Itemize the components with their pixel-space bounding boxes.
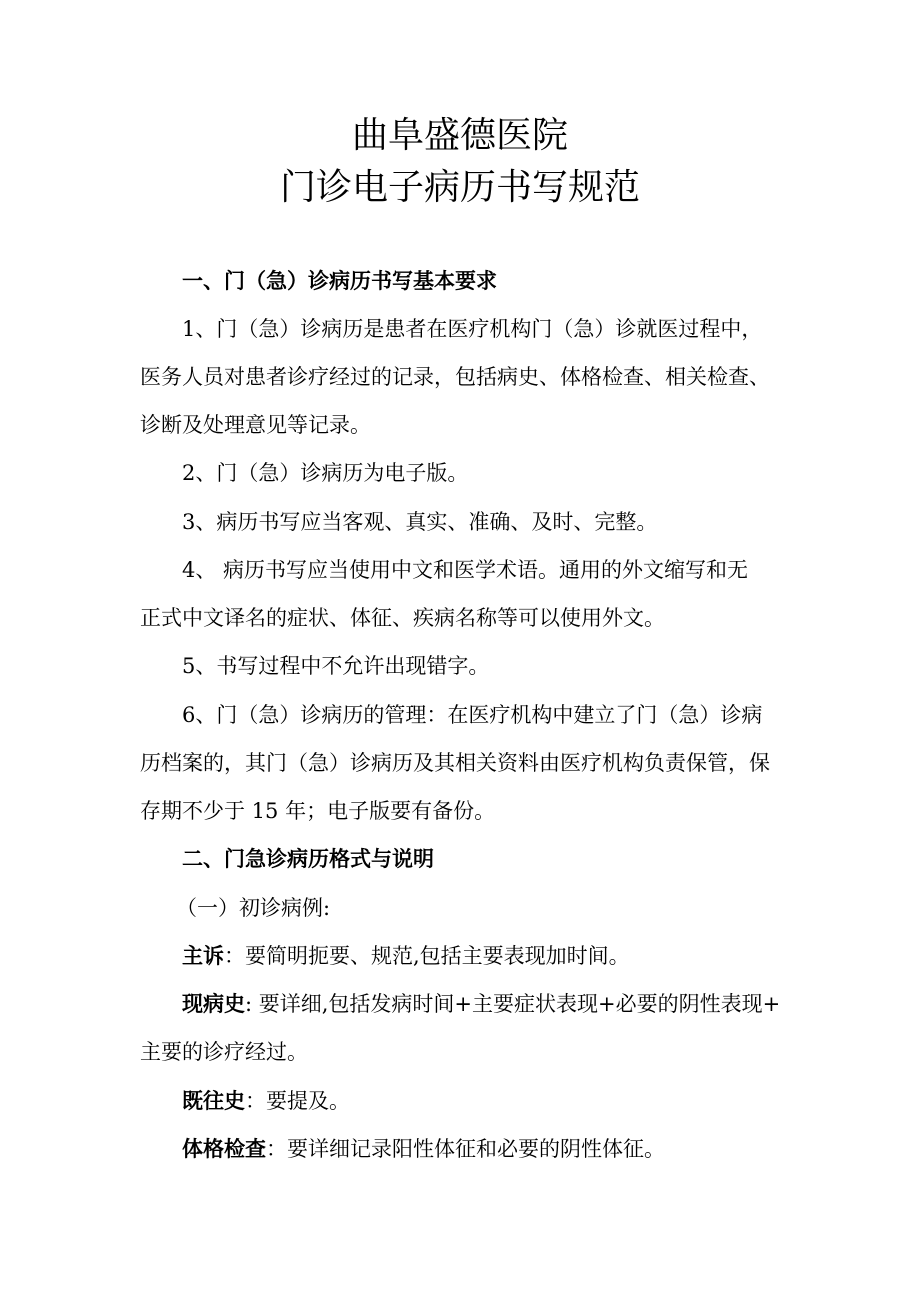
physical-exam bbox=[182, 1136, 665, 1162]
item-2: 2、门（急）诊病历为电子版。 bbox=[182, 461, 469, 485]
item-4-line-1: 4、 病历书写应当使用中文和医学术语。通用的外文缩写和无 bbox=[182, 558, 749, 582]
item-3: 3、病历书写应当客观、真实、准确、及时、完整。 bbox=[182, 510, 658, 534]
item-1-line-3: 诊断及处理意见等记录。 bbox=[140, 413, 371, 437]
hospital-name: 曲阜盛德医院 bbox=[351, 115, 568, 156]
present-illness-text: : 要详细,包括发病时间+主要症状表现+必要的阴性表现+ bbox=[245, 992, 781, 1016]
section-1-heading: 一、门（急）诊病历书写基本要求 bbox=[182, 268, 497, 293]
past-history-label: 既往史 bbox=[182, 1088, 245, 1113]
present-illness-line-1 bbox=[182, 991, 780, 1017]
physical-exam-label: 体格检查 bbox=[182, 1136, 266, 1161]
chief-complaint-text: ：要简明扼要、规范,包括主要表现加时间。 bbox=[224, 944, 630, 968]
chief-complaint-label: 主诉 bbox=[182, 943, 224, 968]
item-6-line-2: 历档案的，其门（急）诊病历及其相关资料由医疗机构负责保管，保 bbox=[140, 751, 770, 775]
present-illness-line-2: 主要的诊疗经过。 bbox=[140, 1040, 308, 1064]
physical-exam-text: ：要详细记录阳性体征和必要的阴性体征。 bbox=[266, 1137, 665, 1161]
item-1-line-1: 1、门（急）诊病历是患者在医疗机构门（急）诊就医过程中， bbox=[182, 317, 763, 341]
past-history bbox=[182, 1088, 350, 1114]
chief-complaint bbox=[182, 943, 630, 969]
item-5: 5、书写过程中不允许出现错字。 bbox=[182, 654, 490, 678]
item-6-line-1: 6、门（急）诊病历的管理：在医疗机构中建立了门（急）诊病 bbox=[182, 703, 763, 727]
item-6-line-3: 存期不少于 15 年；电子版要有备份。 bbox=[140, 799, 496, 823]
present-illness-label: 现病史 bbox=[182, 991, 245, 1016]
subsection-initial-visit: （一）初诊病例: bbox=[176, 896, 331, 920]
document-title: 门诊电子病历书写规范 bbox=[279, 167, 640, 208]
past-history-text: ：要提及。 bbox=[245, 1089, 350, 1113]
section-2-heading: 二、门急诊病历格式与说明 bbox=[182, 846, 434, 871]
item-1-line-2: 医务人员对患者诊疗经过的记录，包括病史、体格检查、相关检查、 bbox=[140, 365, 770, 389]
item-4-line-2: 正式中文译名的症状、体征、疾病名称等可以使用外文。 bbox=[140, 606, 665, 630]
